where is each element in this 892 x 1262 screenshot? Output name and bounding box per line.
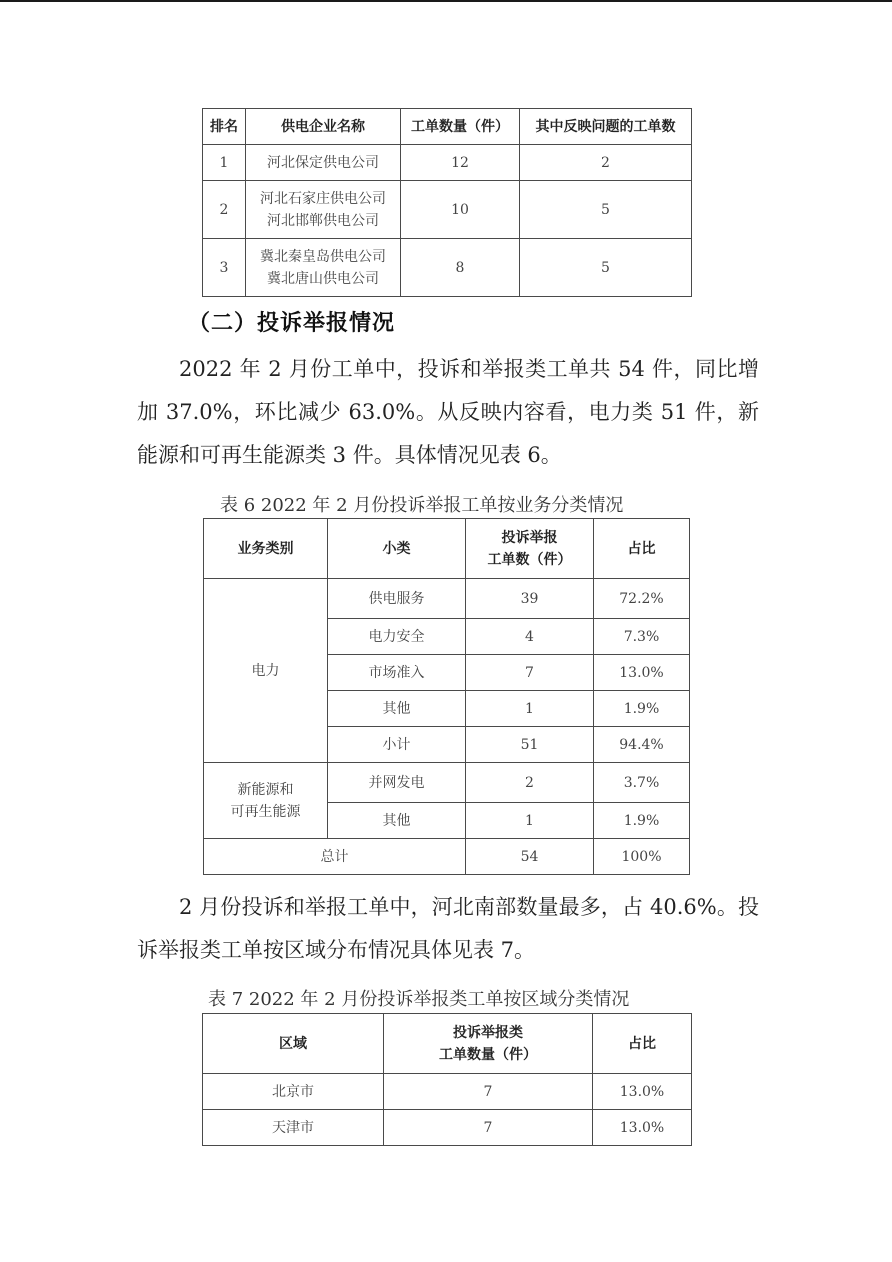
header-line: 工单数（件） <box>487 551 572 568</box>
table-header-cell: 排名 <box>203 109 246 145</box>
page-top-border <box>0 0 892 2</box>
table-header-cell: 小类 <box>328 519 466 579</box>
header-line: 工单数量（件） <box>439 1046 537 1063</box>
table6-caption: 表 6 2022 年 2 月份投诉举报工单按业务分类情况 <box>220 495 624 516</box>
count-cell: 10 <box>401 181 520 239</box>
subcategory-cell: 其他 <box>328 803 466 839</box>
company-cell <box>246 181 401 239</box>
table-row <box>203 1110 692 1146</box>
table-row <box>203 145 692 181</box>
category-cell: 电力 <box>204 579 328 763</box>
table-row <box>204 839 690 875</box>
problem-cell: 2 <box>520 145 692 181</box>
table-row <box>203 239 692 297</box>
subcategory-cell: 市场准入 <box>328 655 466 691</box>
region-cell: 北京市 <box>203 1074 384 1110</box>
header-line: 投诉举报 <box>501 529 558 546</box>
company-name: 河北石家庄供电公司 <box>260 190 386 207</box>
count-cell: 7 <box>466 655 594 691</box>
table-header-cell: 供电企业名称 <box>246 109 401 145</box>
category-line: 新能源和 <box>237 781 294 798</box>
subcategory-cell: 其他 <box>328 691 466 727</box>
ratio-cell: 72.2% <box>594 579 690 619</box>
company-name: 冀北唐山供电公司 <box>267 270 379 287</box>
region-cell: 天津市 <box>203 1110 384 1146</box>
table-header-cell: 其中反映问题的工单数 <box>520 109 692 145</box>
ratio-cell: 1.9% <box>594 691 690 727</box>
table-row <box>204 579 690 619</box>
count-cell: 1 <box>466 691 594 727</box>
company-name: 河北邯郸供电公司 <box>267 212 379 229</box>
count-cell: 39 <box>466 579 594 619</box>
business-category-table <box>203 518 690 875</box>
ratio-cell: 13.0% <box>594 655 690 691</box>
table-header-cell: 区域 <box>203 1014 384 1074</box>
ratio-cell: 100% <box>594 839 690 875</box>
table-row <box>204 763 690 803</box>
subcategory-cell: 电力安全 <box>328 619 466 655</box>
count-cell: 12 <box>401 145 520 181</box>
header-line: 投诉举报类 <box>453 1024 523 1041</box>
category-cell <box>204 763 328 839</box>
ratio-cell: 7.3% <box>594 619 690 655</box>
ratio-cell: 13.0% <box>593 1074 692 1110</box>
problem-cell: 5 <box>520 239 692 297</box>
count-cell: 51 <box>466 727 594 763</box>
count-cell: 7 <box>384 1110 593 1146</box>
subcategory-cell: 小计 <box>328 727 466 763</box>
section-heading: （二）投诉举报情况 <box>188 311 396 336</box>
body-paragraph: 2022 年 2 月份工单中，投诉和举报类工单共 54 件，同比增加 37.0%，环比减少 63.0%。从反映内容看，电力类 51 件，新能源和可再生能源类 3 件。具体情况见表 6。 <box>137 357 759 467</box>
rank-cell: 3 <box>203 239 246 297</box>
count-cell: 54 <box>466 839 594 875</box>
count-cell: 1 <box>466 803 594 839</box>
company-cell: 河北保定供电公司 <box>246 145 401 181</box>
region-table <box>202 1013 692 1146</box>
count-cell: 4 <box>466 619 594 655</box>
rank-cell: 1 <box>203 145 246 181</box>
ranking-table <box>202 108 692 297</box>
table-header-cell: 占比 <box>593 1014 692 1074</box>
subcategory-cell: 并网发电 <box>328 763 466 803</box>
table-header-cell <box>384 1014 593 1074</box>
count-cell: 2 <box>466 763 594 803</box>
table-row <box>203 181 692 239</box>
category-line: 可再生能源 <box>230 803 301 820</box>
ratio-cell: 1.9% <box>594 803 690 839</box>
problem-cell: 5 <box>520 181 692 239</box>
body-paragraph: 2 月份投诉和举报工单中，河北南部数量最多，占 40.6%。投诉举报类工单按区域分布情况具体见表 7。 <box>137 895 759 962</box>
company-cell <box>246 239 401 297</box>
table7-caption: 表 7 2022 年 2 月份投诉举报类工单按区域分类情况 <box>208 989 630 1010</box>
total-label-cell: 总计 <box>204 839 466 875</box>
table-header-cell: 占比 <box>594 519 690 579</box>
table-header-cell: 业务类别 <box>204 519 328 579</box>
rank-cell: 2 <box>203 181 246 239</box>
ratio-cell: 94.4% <box>594 727 690 763</box>
count-cell: 7 <box>384 1074 593 1110</box>
table-row <box>203 1074 692 1110</box>
count-cell: 8 <box>401 239 520 297</box>
company-name: 冀北秦皇岛供电公司 <box>260 248 386 265</box>
table-header-cell: 工单数量（件） <box>401 109 520 145</box>
subcategory-cell: 供电服务 <box>328 579 466 619</box>
table-header-cell <box>466 519 594 579</box>
ratio-cell: 13.0% <box>593 1110 692 1146</box>
ratio-cell: 3.7% <box>594 763 690 803</box>
